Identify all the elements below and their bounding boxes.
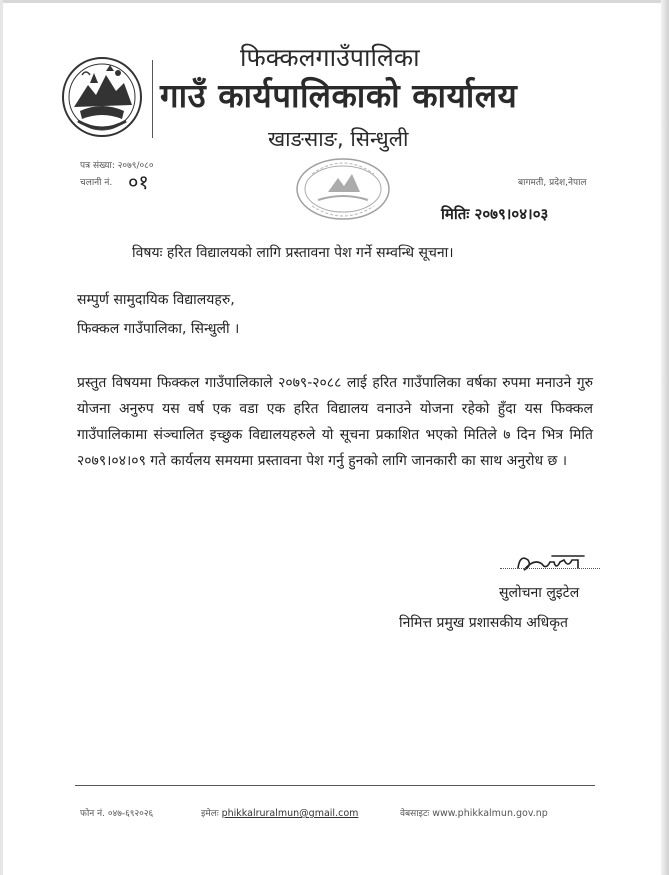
nepal-government-emblem-icon bbox=[60, 55, 144, 139]
footer-email-link[interactable]: phikkalruralmun@gmail.com bbox=[221, 808, 359, 819]
signatory-title: निमित्त प्रमुख प्रशासकीय अधिकृत bbox=[399, 615, 568, 631]
footer-email bbox=[201, 806, 358, 819]
office-location: खाङसाङ, सिन्धुली bbox=[268, 127, 409, 151]
header-divider bbox=[152, 60, 153, 138]
reference-number: पत्र संख्या: २०७९/०८० bbox=[80, 161, 154, 171]
dispatch-number-label: चलानी नं. bbox=[80, 178, 113, 188]
notice-subject: विषयः हरित विद्यालयको लागि प्रस्तावना पेश गर्ने सम्वन्धि सूचना। bbox=[132, 245, 454, 261]
addressee-line-2: फिक्कल गाउँपालिका, सिन्धुली । bbox=[77, 321, 240, 337]
handwritten-signature bbox=[512, 548, 592, 578]
signatory-name: सुलोचना लुइटेल bbox=[499, 585, 580, 601]
page-right-shadow bbox=[661, 0, 669, 875]
issue-date: मितिः २०७९।०४।०३ bbox=[441, 205, 549, 223]
office-name: गाउँ कार्यपालिकाको कार्यालय bbox=[160, 76, 518, 115]
footer-website-label: वेबसाइटः bbox=[400, 809, 430, 819]
signature-line bbox=[500, 568, 600, 569]
footer-email-label: इमेलः bbox=[201, 809, 219, 819]
province-label: बागमती, प्रदेश,नेपाल bbox=[518, 178, 587, 188]
footer-website bbox=[400, 806, 548, 819]
dispatch-number-value: ०१ bbox=[128, 170, 149, 194]
footer-website-link[interactable]: www.phikkalmun.gov.np bbox=[432, 808, 548, 819]
footer-divider bbox=[75, 785, 595, 786]
office-stamp bbox=[288, 152, 398, 226]
addressee-line-1: सम्पुर्ण सामुदायिक विद्यालयहरु, bbox=[77, 292, 235, 308]
notice-body: प्रस्तुत विषयमा फिक्कल गाउँपालिकाले २०७९-२०८८ लाई हरित गाउँपालिका वर्षका रुपमा मनाउने गुरु योजना अनुरुप यस वर्ष एक वडा एक हरित विद्यालय वनाउने योजना रहेको हुँदा यस फिक्कल गाउँपालिकामा संञ्चालित इच्छुक विद्यालयहरुले यो सूचना प्रकाशित भएको मितिले ७ दिन भित्र मिति २०७९।०४।०९ गते कार्यलय समयमा प्रस्तावना पेश गर्नु हुनको लागि जानकारी का साथ अनुरोध छ । bbox=[77, 375, 593, 469]
page-left-edge bbox=[0, 0, 3, 875]
municipality-name: फिक्कलगाउँपालिका bbox=[240, 43, 420, 72]
footer-phone: फोन नं. ०४७-६९२०२६ bbox=[80, 809, 154, 819]
page-top-edge bbox=[0, 0, 669, 3]
